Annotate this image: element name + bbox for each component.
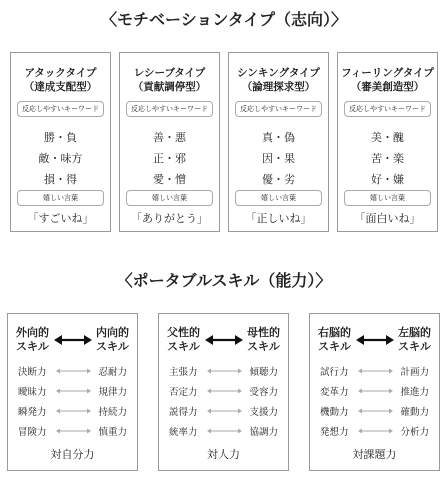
small-double-arrow-icon [207,368,242,374]
keyword-item: 真・偽 [262,131,295,144]
type-name-sub: （審美創造型） [350,81,425,93]
skill-head-line: スキル [167,340,200,353]
skill-left: 曖昧力 [18,387,47,398]
skill-section-title: 〈ポータブルスキル（能力）〉 [116,271,332,290]
skill-card [7,313,138,471]
skill-right: 確動力 [400,407,429,418]
small-double-arrow-icon [358,388,393,394]
skill-row [8,382,137,402]
small-double-arrow-icon [207,408,242,414]
skill-head-line: 内向的 [96,326,129,339]
skill-head-line: 左脳的 [398,326,431,339]
skill-left: 決断力 [18,367,47,378]
motivation-card [228,52,329,232]
keyword-list [120,127,219,190]
motivation-cards [10,52,438,234]
small-double-arrow-icon [56,408,91,414]
keyword-item: 苦・楽 [371,152,404,165]
skill-head-right [96,326,129,354]
motivation-card [10,52,111,232]
skill-left: 否定力 [169,387,198,398]
happy-phrase: 「ありがとう」 [131,212,208,225]
skill-head-line: スキル [96,340,129,353]
type-name-main: シンキングタイプ [237,67,320,79]
skill-head-line: 父性的 [167,326,200,339]
skill-right: 忍耐力 [98,367,127,378]
skill-row [310,402,439,422]
skill-left: 統率力 [169,427,198,438]
skill-right: 規律力 [98,387,127,398]
type-name [11,66,110,94]
small-double-arrow-icon [56,428,91,434]
skill-right: 支援力 [249,407,278,418]
skill-left: 主張力 [169,367,198,378]
keyword-label-box: 反応しやすいキーワード [344,101,431,117]
skill-left: 機動力 [320,407,349,418]
happy-words-label-box: 嬉しい言葉 [17,190,104,206]
keyword-list [11,127,110,190]
small-double-arrow-icon [358,428,393,434]
type-name-sub: （論理探求型） [241,81,316,93]
skill-head-left [16,326,49,354]
keyword-item: 美・醜 [371,131,404,144]
type-name [338,66,437,94]
motivation-card [119,52,220,232]
skill-left: 説得力 [169,407,198,418]
type-name-main: フィーリングタイプ [341,67,434,79]
small-double-arrow-icon [207,428,242,434]
keyword-item: 正・邪 [153,152,186,165]
keyword-label-box: 反応しやすいキーワード [17,101,104,117]
skill-category: 対課題力 [352,448,397,461]
skill-head-line: スキル [16,340,49,353]
happy-words-label-box: 嬉しい言葉 [235,190,322,206]
type-name [120,66,219,94]
skill-card [309,313,440,471]
keyword-item: 好・嫌 [371,173,404,186]
happy-words-label-box: 嬉しい言葉 [126,190,213,206]
skill-left: 試行力 [320,367,349,378]
skill-right: 受容力 [249,387,278,398]
small-double-arrow-icon [207,388,242,394]
happy-phrase: 「すごいね」 [27,212,94,225]
keyword-item: 善・悪 [153,131,186,144]
type-name-sub: （貢献調停型） [132,81,207,93]
skill-right: 慎重力 [98,427,127,438]
keyword-list [229,127,328,190]
skill-right: 分析力 [400,427,429,438]
skill-row [8,362,137,382]
keyword-item: 愛・憎 [153,173,186,186]
skill-head-line: スキル [318,340,351,353]
small-double-arrow-icon [358,408,393,414]
double-arrow-icon [205,333,243,347]
double-arrow-icon [54,333,92,347]
skill-row [310,422,439,442]
skill-category: 対自分力 [50,448,95,461]
skill-row [159,382,288,402]
skill-category: 対人力 [207,448,240,461]
skill-left: 冒険力 [18,427,47,438]
skill-head-line: 外向的 [16,326,49,339]
skill-head-left [318,326,351,354]
keyword-item: 勝・負 [44,131,77,144]
skill-card [158,313,289,471]
happy-words-label-box: 嬉しい言葉 [344,190,431,206]
type-name-main: レシーブタイプ [133,67,206,79]
skill-right: 計画力 [400,367,429,378]
skill-rows [8,362,137,442]
skill-head-right [247,326,280,354]
skill-head-line: スキル [398,340,431,353]
happy-phrase: 「正しいね」 [245,212,312,225]
double-arrow-icon [356,333,394,347]
keyword-item: 優・劣 [262,173,295,186]
skill-head-line: スキル [247,340,280,353]
small-double-arrow-icon [56,368,91,374]
motivation-card [337,52,438,232]
keyword-list [338,127,437,190]
small-double-arrow-icon [358,368,393,374]
skill-right: 傾聴力 [249,367,278,378]
skill-row [159,402,288,422]
skill-row [8,422,137,442]
type-name [229,66,328,94]
skill-head-line: 母性的 [247,326,280,339]
skill-left: 瞬発力 [18,407,47,418]
skill-right: 協調力 [249,427,278,438]
keyword-label-box: 反応しやすいキーワード [235,101,322,117]
happy-phrase: 「面白いね」 [354,212,421,225]
skill-rows [310,362,439,442]
skill-right: 推進力 [400,387,429,398]
skill-head-line: 右脳的 [318,326,351,339]
skill-head-right [398,326,431,354]
type-name-main: アタックタイプ [24,67,97,79]
skill-row [310,382,439,402]
keyword-label-box: 反応しやすいキーワード [126,101,213,117]
skill-right: 持続力 [98,407,127,418]
type-name-sub: （達成支配型） [23,81,98,93]
skill-row [310,362,439,382]
skill-head-left [167,326,200,354]
skill-row [159,422,288,442]
skill-left: 発想力 [320,427,349,438]
keyword-item: 因・果 [262,152,295,165]
keyword-item: 損・得 [44,173,77,186]
skill-rows [159,362,288,442]
keyword-item: 敵・味方 [38,152,83,165]
skill-row [159,362,288,382]
motivation-section-title: 〈モチベーションタイプ（志向）〉 [101,10,347,29]
small-double-arrow-icon [56,388,91,394]
skill-row [8,402,137,422]
skill-left: 変革力 [320,387,349,398]
